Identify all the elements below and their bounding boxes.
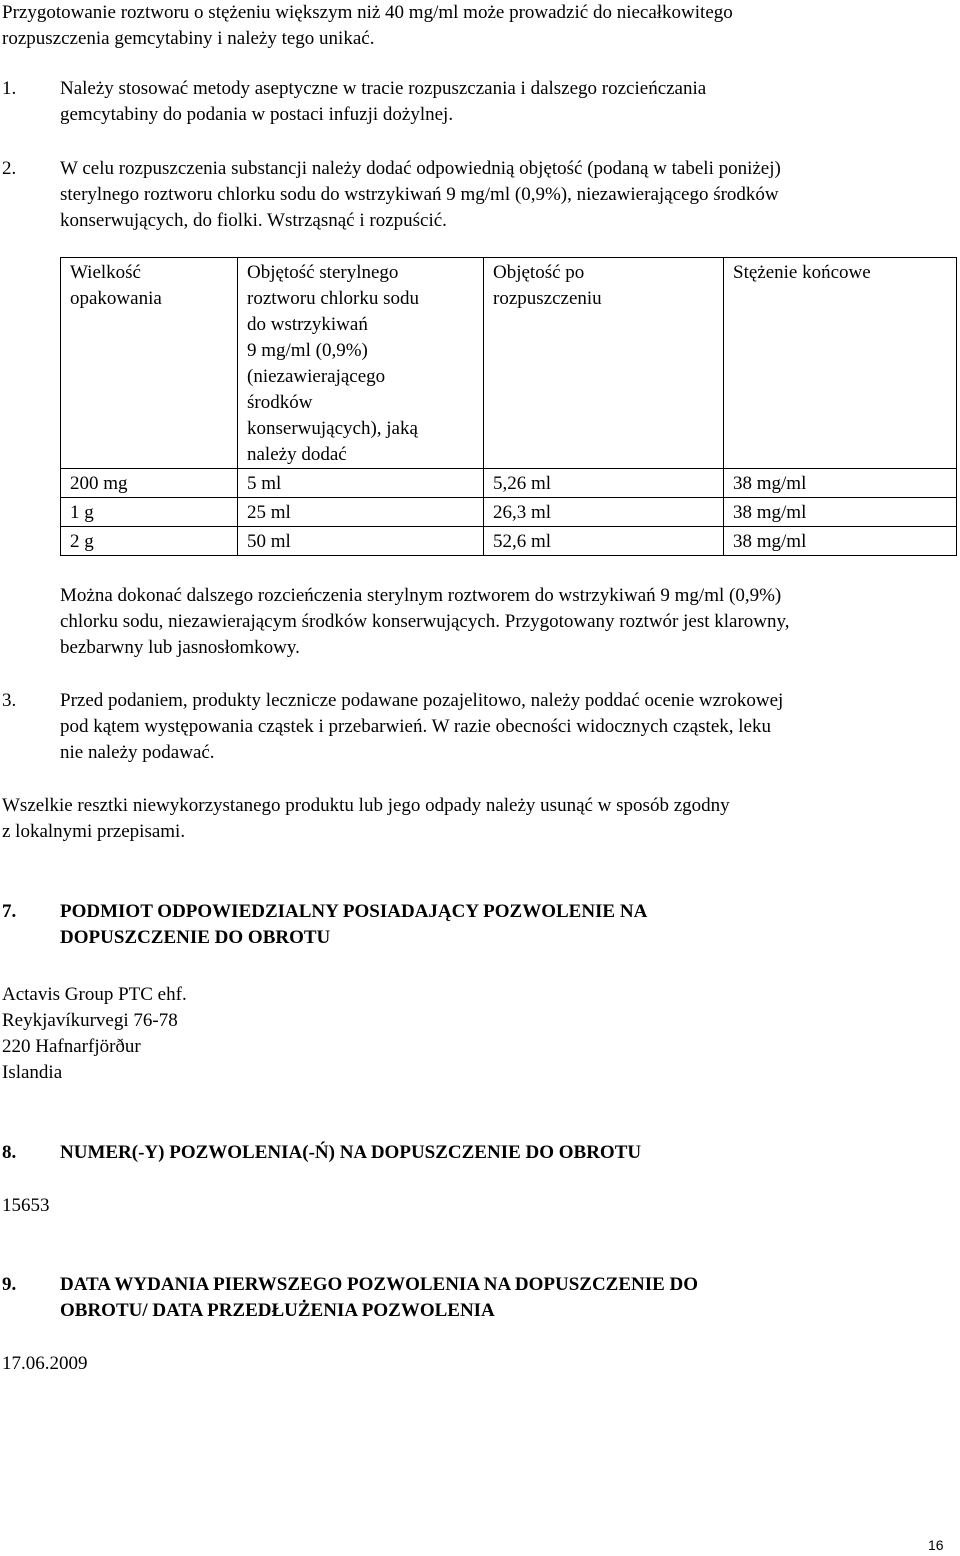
header-line: Wielkość (70, 262, 141, 283)
header-line: należy dodać (247, 444, 347, 465)
table-cell: 200 mg (61, 469, 238, 498)
text-line: W celu rozpuszczenia substancji należy dodać odpowiednią objętość (podaną w tabeli poniżej) (60, 158, 781, 179)
dilution-note (2, 583, 950, 661)
text-line: gemcytabiny do podania w postaci infuzji dożylnej. (60, 104, 454, 125)
table-row (61, 469, 957, 498)
table-cell: 5,26 ml (484, 469, 724, 498)
text-line: sterylnego roztworu chlorku sodu do wstrzykiwań 9 mg/ml (0,9%), niezawierającego środków (60, 184, 779, 205)
header-line: opakowania (70, 288, 162, 309)
table-cell: 38 mg/ml (724, 527, 957, 556)
table-cell: 2 g (61, 527, 238, 556)
heading-line: NUMER(-Y) POZWOLENIA(-Ń) NA DOPUSZCZENIE DO OBROTU (60, 1142, 642, 1163)
header-line: Objętość po (493, 262, 585, 283)
text-line: z lokalnymi przepisami. (2, 821, 186, 842)
address-line: 220 Hafnarfjörður (2, 1036, 141, 1057)
step-number: 2. (2, 158, 17, 179)
heading-line: DATA WYDANIA PIERWSZEGO POZWOLENIA NA DOPUSZCZENIE DO (60, 1274, 699, 1295)
header-line: rozpuszczeniu (493, 288, 602, 309)
permit-number: 15653 (2, 1195, 50, 1216)
section-8-heading (2, 1140, 950, 1166)
disposal-paragraph (2, 793, 950, 845)
text-line: rozpuszczenia gemcytabiny i należy tego unikać. (2, 28, 375, 49)
text-line: chlorku sodu, niezawierającym środków konserwujących. Przygotowany roztwór jest klarowny, (60, 611, 790, 632)
text-line: Przed podaniem, produkty lecznicze podawane pozajelitowo, należy poddać ocenie wzrokowej (60, 690, 784, 711)
header-line: 9 mg/ml (0,9%) (247, 340, 368, 361)
header-line: (niezawierającego (247, 366, 386, 387)
header-line: Objętość sterylnego (247, 262, 399, 283)
intro-paragraph (2, 0, 950, 52)
table-cell: 52,6 ml (484, 527, 724, 556)
address-line: Islandia (2, 1062, 63, 1083)
header-line: środków (247, 392, 313, 413)
text-line: konserwujących, do fiolki. Wstrząsnąć i rozpuścić. (60, 210, 447, 231)
table-cell: 38 mg/ml (724, 469, 957, 498)
address-line: Actavis Group PTC ehf. (2, 984, 187, 1005)
text-line: Wszelkie resztki niewykorzystanego produktu lub jego odpady należy usunąć w sposób zgodny (2, 795, 730, 816)
table-row (61, 527, 957, 556)
text-line: Należy stosować metody aseptyczne w tracie rozpuszczania i dalszego rozcieńczania (60, 78, 707, 99)
step-3 (2, 688, 950, 766)
header-line: do wstrzykiwań (247, 314, 368, 335)
table-cell: 1 g (61, 498, 238, 527)
step-number: 1. (2, 78, 17, 99)
company-address (2, 982, 950, 1086)
text-line: nie należy podawać. (60, 742, 215, 763)
header-line: roztworu chlorku sodu (247, 288, 420, 309)
reconstitution-table (60, 257, 957, 556)
header-volume-after (484, 258, 724, 469)
header-final-concentration (724, 258, 957, 469)
step-2 (2, 156, 950, 234)
heading-line: OBROTU/ DATA PRZEDŁUŻENIA POZWOLENIA (60, 1300, 495, 1321)
address-line: Reykjavíkurvegi 76-78 (2, 1010, 178, 1031)
text-line: bezbarwny lub jasnosłomkowy. (60, 637, 300, 658)
table-row (61, 498, 957, 527)
heading-line: PODMIOT ODPOWIEDZIALNY POSIADAJĄCY POZWOLENIE NA (60, 901, 648, 922)
text-line: pod kątem występowania cząstek i przebarwień. W razie obecności widocznych cząstek, leku (60, 716, 771, 737)
page-number: 16 (928, 1537, 944, 1553)
header-line: konserwujących), jaką (247, 418, 418, 439)
heading-line: DOPUSZCZENIE DO OBROTU (60, 927, 331, 948)
section-9-heading (2, 1272, 950, 1324)
header-volume-to-add (238, 258, 484, 469)
text-line: Można dokonać dalszego rozcieńczenia sterylnym roztworem do wstrzykiwań 9 mg/ml (0,9%) (60, 585, 782, 606)
step-1 (2, 76, 950, 128)
section-number: 7. (2, 901, 17, 922)
table-cell: 50 ml (238, 527, 484, 556)
section-7-heading (2, 899, 950, 951)
table-cell: 38 mg/ml (724, 498, 957, 527)
text-line: Przygotowanie roztworu o stężeniu większym niż 40 mg/ml może prowadzić do niecałkowitego (2, 2, 733, 23)
issue-date: 17.06.2009 (2, 1353, 88, 1374)
header-pack-size (61, 258, 238, 469)
section-number: 8. (2, 1142, 17, 1163)
header-line: Stężenie końcowe (733, 262, 871, 283)
step-number: 3. (2, 690, 17, 711)
table-cell: 25 ml (238, 498, 484, 527)
table-cell: 26,3 ml (484, 498, 724, 527)
section-number: 9. (2, 1274, 17, 1295)
table-header-row (61, 258, 957, 469)
table-cell: 5 ml (238, 469, 484, 498)
